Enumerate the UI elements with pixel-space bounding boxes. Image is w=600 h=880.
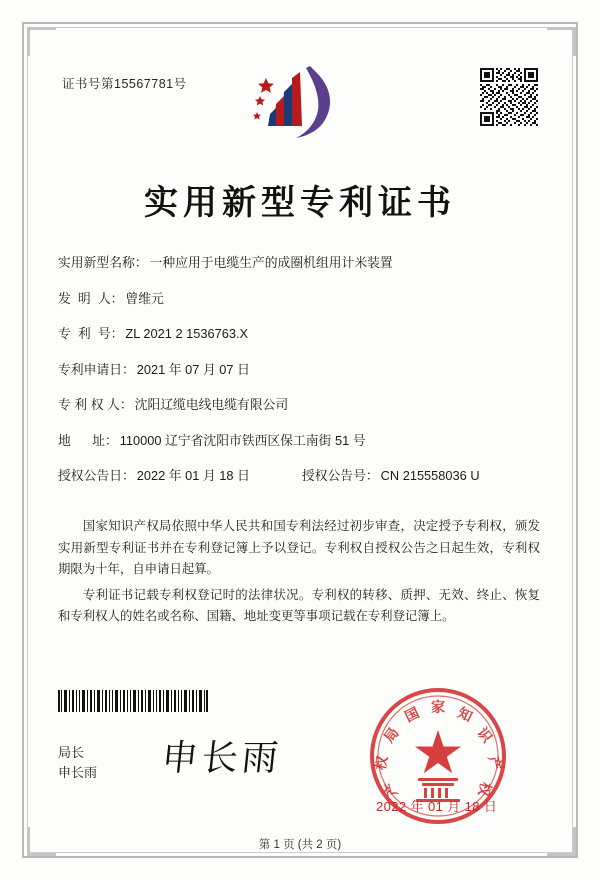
barcode-icon — [58, 690, 208, 712]
grant-number-label: 授权公告号： — [301, 468, 379, 483]
seal-date: 2022 年 01 月 18 日 — [376, 799, 498, 814]
signature-role-label: 局长 — [58, 745, 85, 760]
svg-text:权: 权 — [474, 780, 494, 798]
field-value: 沈阳辽缆电线电缆有限公司 — [134, 397, 289, 412]
corner-ornament-top-left — [27, 27, 56, 56]
field-row-grant — [58, 465, 548, 484]
field-value: 110000 辽宁省沈阳市铁西区保工南街 51 号 — [119, 432, 366, 448]
grant-number-group — [302, 465, 480, 484]
svg-text:产: 产 — [382, 780, 402, 798]
qr-code-icon — [480, 68, 538, 126]
field-value: 曾维元 — [125, 290, 164, 306]
signature-labels — [58, 743, 97, 783]
certificate-number: 证书号第15567781号 — [62, 77, 187, 91]
field-row-patentee — [58, 394, 548, 413]
field-label: 专 利 权 人： — [58, 397, 133, 412]
field-row-application-date — [58, 359, 548, 378]
field-row-address — [58, 430, 548, 449]
body-paragraph-2: 专利证书记载专利权登记时的法律状况。专利权的转移、质押、无效、终止、恢复和专利权人的姓名或名称、国籍、地址变更等事项记载在专利登记簿上。 — [58, 587, 540, 623]
svg-text:国: 国 — [402, 705, 423, 726]
cnipa-logo-icon — [248, 62, 352, 146]
field-row-inventor — [58, 288, 548, 307]
svg-text:识: 识 — [473, 725, 495, 746]
field-label: 发 明 人： — [58, 290, 124, 306]
field-label: 实用新型名称： — [58, 255, 148, 270]
field-value: 一种应用于电缆生产的成圈机组用计米装置 — [149, 255, 393, 270]
field-value: ZL 2021 2 1536763.X — [125, 326, 249, 341]
svg-text:局: 局 — [381, 725, 403, 746]
handwritten-signature: 申长雨 — [159, 738, 284, 779]
field-row-invention-name — [58, 252, 548, 271]
field-label: 专 利 号： — [58, 326, 124, 341]
svg-text:产: 产 — [484, 754, 504, 772]
body-text — [58, 516, 540, 632]
field-value: 2021 年 07 月 07 日 — [136, 361, 250, 377]
page-title: 实用新型专利证书 — [144, 183, 456, 223]
signature-name-label: 申长雨 — [58, 765, 98, 780]
field-label: 专利申请日： — [58, 361, 135, 377]
page-footer: 第 1 页 (共 2 页) — [258, 839, 342, 851]
fields-list — [58, 252, 548, 501]
svg-text:知: 知 — [454, 705, 475, 726]
corner-ornament-top-right — [547, 27, 576, 56]
field-row-patent-number — [58, 323, 548, 342]
svg-text:权: 权 — [372, 754, 392, 772]
svg-text:家: 家 — [431, 700, 445, 716]
field-label: 地 址： — [58, 432, 118, 448]
grant-date-label: 授权公告日： — [58, 468, 135, 483]
body-paragraph-1: 国家知识产权局依照中华人民共和国专利法经过初步审查，决定授予专利权，颁发实用新型专利证书并在专利登记簿上予以登记。专利权自授权公告之日起生效，专利权期限为十年，自申请日起算。 — [58, 519, 540, 576]
grant-date-value: 2022 年 01 月 18 日 — [136, 468, 250, 483]
grant-number-value: CN 215558036 U — [380, 468, 480, 483]
